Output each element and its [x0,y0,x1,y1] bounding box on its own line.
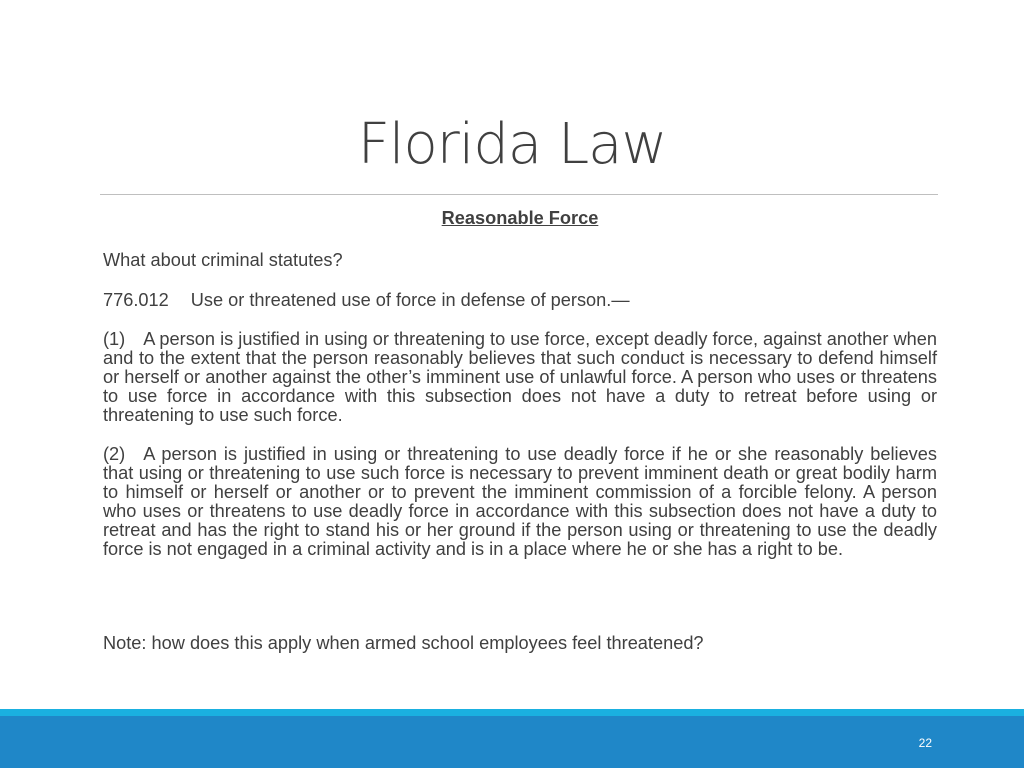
slide-body [103,206,937,579]
footer-band [0,716,1024,768]
page-number: 22 [918,736,932,750]
note-text: Note: how does this apply when armed school employees feel threatened? [103,633,704,653]
subsection-2-text: A person is justified in using or threatening to use deadly force if he or she reasonably believes that using or threatening to use such force is necessary to prevent imminent death or great bodily harm to himself or herself or another or to prevent the imminent commission of a forcible felony. A person who uses or threatens to use deadly force in accordance with this subsection does not have a duty to retreat and has the right to stand his or her ground if the person using or threatening to use the deadly force is not engaged in a criminal activity and is in a place where he or she has a right to be. [103,444,937,559]
title-divider [100,194,938,195]
statute-number: 776.012 [103,290,169,310]
slide-title: Florida Law [357,112,667,177]
footer-accent-stripe [0,709,1024,716]
subsection-1 [103,330,937,425]
statute-line [103,290,937,310]
subsection-2 [103,445,937,559]
subsection-1-label: (1) [103,329,126,349]
subsection-1-text: A person is justified in using or threatening to use force, except deadly force, against another when and to the extent that the person reasonably believes that such conduct is necessary to defend himself or herself or another against the other’s imminent use of unlawful force. A person who uses or threatens to use force in accordance with this subsection does not have a duty to retreat before using or threatening to use such force. [103,329,937,425]
subheading: Reasonable Force [441,208,599,228]
question-text: What about criminal statutes? [103,250,343,270]
subsection-2-label: (2) [103,444,126,464]
statute-heading: Use or threatened use of force in defense of person.— [190,290,630,310]
